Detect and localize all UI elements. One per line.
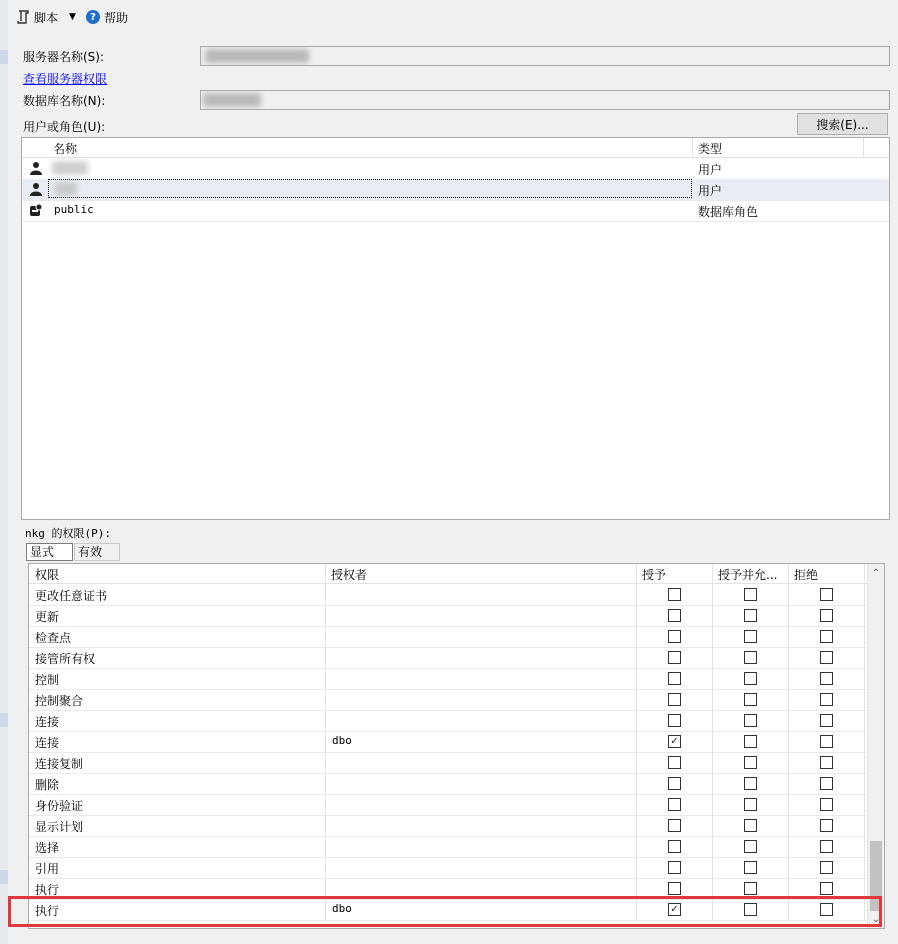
column-divider [712, 564, 713, 583]
column-header-type[interactable]: 类型 [698, 142, 723, 156]
redacted-text [203, 93, 261, 107]
permission-row[interactable] [29, 752, 867, 774]
user-name: public [54, 203, 94, 216]
column-divider [325, 668, 326, 689]
column-divider [325, 689, 326, 710]
with-grant-checkbox[interactable] [744, 651, 757, 664]
help-button[interactable] [86, 8, 128, 26]
column-divider [692, 138, 693, 157]
permission-row[interactable] [29, 710, 867, 732]
column-divider [712, 836, 713, 857]
column-divider [712, 584, 713, 605]
permission-row[interactable] [29, 689, 867, 711]
grant-checkbox[interactable] [668, 714, 681, 727]
column-divider [636, 626, 637, 647]
database-name-field[interactable] [200, 90, 890, 110]
column-divider [325, 836, 326, 857]
grant-checkbox[interactable]: ✓ [668, 735, 681, 748]
users-grid-header [22, 138, 889, 158]
deny-checkbox[interactable] [820, 840, 833, 853]
grant-checkbox[interactable] [668, 777, 681, 790]
permission-row[interactable] [29, 584, 867, 606]
with-grant-checkbox[interactable] [744, 672, 757, 685]
permission-name: 更新 [35, 610, 60, 624]
column-divider [636, 564, 637, 583]
with-grant-checkbox[interactable] [744, 819, 757, 832]
permissions-grid [28, 563, 885, 929]
permission-row[interactable] [29, 815, 867, 837]
permissions-label: nkg 的权限(P): [25, 527, 111, 540]
script-icon [16, 10, 30, 24]
column-header-grant[interactable]: 授予 [642, 568, 667, 582]
permission-row[interactable] [29, 647, 867, 669]
server-name-label: 服务器名称(S): [23, 50, 105, 64]
grant-checkbox[interactable] [668, 693, 681, 706]
column-divider [864, 815, 865, 836]
user-row[interactable] [22, 200, 889, 222]
grant-checkbox[interactable] [668, 798, 681, 811]
user-type: 用户 [698, 163, 723, 177]
tab-explicit[interactable]: 显式 [26, 543, 73, 561]
highlight-annotation [8, 896, 882, 927]
deny-checkbox[interactable] [820, 693, 833, 706]
grant-checkbox[interactable] [668, 651, 681, 664]
column-divider [325, 584, 326, 605]
scroll-down-icon[interactable]: ⌄ [871, 914, 881, 925]
column-divider [712, 647, 713, 668]
with-grant-checkbox[interactable] [744, 777, 757, 790]
column-divider [864, 668, 865, 689]
column-divider [636, 584, 637, 605]
permission-name: 控制 [35, 673, 60, 687]
column-divider [788, 626, 789, 647]
column-divider [864, 584, 865, 605]
edge-marker [0, 713, 8, 727]
column-divider [325, 605, 326, 626]
column-divider [636, 794, 637, 815]
column-divider [788, 773, 789, 794]
permission-name: 选择 [35, 841, 60, 855]
grant-checkbox[interactable] [668, 609, 681, 622]
column-divider [788, 564, 789, 583]
left-edge [0, 0, 8, 944]
with-grant-checkbox[interactable] [744, 735, 757, 748]
column-header-permission[interactable]: 权限 [35, 568, 60, 582]
view-server-permissions-link[interactable]: 查看服务器权限 [23, 72, 108, 86]
grant-checkbox[interactable] [668, 672, 681, 685]
column-divider [864, 794, 865, 815]
with-grant-checkbox[interactable] [744, 588, 757, 601]
column-divider [863, 138, 864, 157]
column-divider [712, 752, 713, 773]
script-dropdown[interactable] [69, 8, 76, 26]
column-divider [712, 626, 713, 647]
user-type: 数据库角色 [698, 205, 759, 219]
permission-name: 更改任意证书 [35, 589, 108, 603]
permission-name: 删除 [35, 778, 60, 792]
column-divider [864, 605, 865, 626]
deny-checkbox[interactable] [820, 630, 833, 643]
column-divider [636, 773, 637, 794]
column-divider [325, 794, 326, 815]
column-divider [864, 689, 865, 710]
column-header-with-grant[interactable]: 授予并允... [718, 568, 778, 582]
column-divider [712, 668, 713, 689]
grant-checkbox[interactable] [668, 861, 681, 874]
column-divider [325, 731, 326, 752]
deny-checkbox[interactable] [820, 588, 833, 601]
chevron-down-icon: ▼ [69, 12, 76, 22]
with-grant-checkbox[interactable] [744, 798, 757, 811]
column-divider [864, 564, 865, 583]
column-divider [712, 731, 713, 752]
column-divider [636, 605, 637, 626]
grant-checkbox[interactable] [668, 840, 681, 853]
column-divider [788, 584, 789, 605]
users-grid [21, 137, 890, 520]
column-divider [864, 710, 865, 731]
column-divider [636, 647, 637, 668]
column-divider [636, 836, 637, 857]
deny-checkbox[interactable] [820, 861, 833, 874]
permission-row[interactable] [29, 731, 867, 753]
column-divider [788, 794, 789, 815]
grant-checkbox[interactable] [668, 882, 681, 895]
permission-row[interactable] [29, 773, 867, 795]
grant-checkbox[interactable]: ✓ [668, 903, 681, 916]
deny-checkbox[interactable] [820, 882, 833, 895]
with-grant-checkbox[interactable] [744, 882, 757, 895]
column-divider [325, 857, 326, 878]
redacted-text [205, 49, 309, 63]
permission-row[interactable] [29, 668, 867, 690]
role-icon [29, 203, 43, 217]
permission-name: 执行 [35, 904, 60, 918]
deny-checkbox[interactable] [820, 756, 833, 769]
grant-checkbox[interactable] [668, 588, 681, 601]
tab-effective[interactable]: 有效 [74, 543, 120, 561]
grant-checkbox[interactable] [668, 819, 681, 832]
deny-checkbox[interactable] [820, 735, 833, 748]
column-divider [788, 731, 789, 752]
focus-rectangle [48, 179, 692, 198]
with-grant-checkbox[interactable] [744, 756, 757, 769]
column-divider [788, 815, 789, 836]
permission-row[interactable] [29, 836, 867, 858]
scroll-up-icon[interactable]: ⌃ [871, 568, 881, 579]
redacted-text [52, 161, 88, 175]
user-row[interactable] [22, 158, 889, 180]
permission-name: 接管所有权 [35, 652, 96, 666]
column-divider [636, 815, 637, 836]
column-divider [712, 710, 713, 731]
with-grant-checkbox[interactable] [744, 609, 757, 622]
user-row-selected[interactable] [22, 179, 889, 201]
column-divider [788, 857, 789, 878]
edge-marker [0, 870, 8, 884]
column-divider [636, 710, 637, 731]
column-divider [325, 647, 326, 668]
permissions-grid-header [29, 564, 867, 584]
column-divider [636, 857, 637, 878]
deny-checkbox[interactable] [820, 777, 833, 790]
column-header-name[interactable]: 名称 [53, 142, 78, 156]
with-grant-checkbox[interactable] [744, 861, 757, 874]
column-divider [712, 857, 713, 878]
with-grant-checkbox[interactable] [744, 693, 757, 706]
permission-name: 控制聚合 [35, 694, 84, 708]
script-button[interactable] [16, 8, 58, 26]
column-divider [325, 752, 326, 773]
column-divider [636, 731, 637, 752]
column-divider [788, 689, 789, 710]
deny-checkbox[interactable] [820, 798, 833, 811]
column-divider [325, 564, 326, 583]
column-divider [325, 626, 326, 647]
server-name-field[interactable] [200, 46, 890, 66]
grantor: dbo [332, 902, 352, 915]
permission-name: 连接复制 [35, 757, 84, 771]
column-divider [788, 647, 789, 668]
column-divider [864, 752, 865, 773]
column-divider [325, 815, 326, 836]
permission-name: 显示计划 [35, 820, 84, 834]
grant-checkbox[interactable] [668, 630, 681, 643]
grantor: dbo [332, 734, 352, 747]
column-divider [788, 605, 789, 626]
deny-checkbox[interactable] [820, 651, 833, 664]
redacted-text [55, 182, 77, 196]
column-divider [712, 815, 713, 836]
column-divider [636, 689, 637, 710]
column-divider [864, 773, 865, 794]
database-name-label: 数据库名称(N): [23, 94, 106, 108]
permission-name: 身份验证 [35, 799, 84, 813]
column-divider [712, 773, 713, 794]
deny-checkbox[interactable] [820, 819, 833, 832]
help-label: 帮助 [104, 10, 129, 25]
permission-row[interactable] [29, 605, 867, 627]
permission-name: 引用 [35, 862, 60, 876]
column-divider [712, 605, 713, 626]
column-divider [788, 836, 789, 857]
deny-checkbox[interactable] [820, 672, 833, 685]
column-header-grantor[interactable]: 授权者 [331, 568, 368, 582]
permission-name: 连接 [35, 736, 60, 750]
edge-marker [0, 50, 8, 64]
permission-row[interactable] [29, 626, 867, 648]
column-divider [325, 773, 326, 794]
column-divider [712, 794, 713, 815]
permission-name: 连接 [35, 715, 60, 729]
user-type: 用户 [698, 184, 723, 198]
column-divider [636, 668, 637, 689]
script-label: 脚本 [34, 10, 59, 25]
column-divider [788, 752, 789, 773]
deny-checkbox[interactable] [820, 609, 833, 622]
column-divider [712, 689, 713, 710]
column-divider [636, 752, 637, 773]
user-icon [29, 161, 43, 175]
permission-row[interactable] [29, 794, 867, 816]
column-divider [788, 668, 789, 689]
grant-checkbox[interactable] [668, 756, 681, 769]
column-divider [864, 647, 865, 668]
toolbar [8, 0, 898, 34]
help-icon: ? [86, 10, 100, 24]
column-divider [864, 857, 865, 878]
vertical-scrollbar[interactable] [867, 564, 884, 928]
permission-name: 检查点 [35, 631, 72, 645]
column-divider [864, 731, 865, 752]
permission-row[interactable] [29, 857, 867, 879]
deny-checkbox[interactable] [820, 714, 833, 727]
with-grant-checkbox[interactable] [744, 840, 757, 853]
column-divider [788, 710, 789, 731]
column-divider [325, 710, 326, 731]
search-button[interactable]: 搜索(E)... [797, 113, 888, 135]
with-grant-checkbox[interactable] [744, 630, 757, 643]
users-or-roles-label: 用户或角色(U): [23, 120, 106, 134]
column-divider [864, 626, 865, 647]
column-header-deny[interactable]: 拒绝 [794, 568, 819, 582]
permission-name: 执行 [35, 883, 60, 897]
with-grant-checkbox[interactable] [744, 714, 757, 727]
user-icon [29, 182, 43, 196]
column-divider [864, 836, 865, 857]
